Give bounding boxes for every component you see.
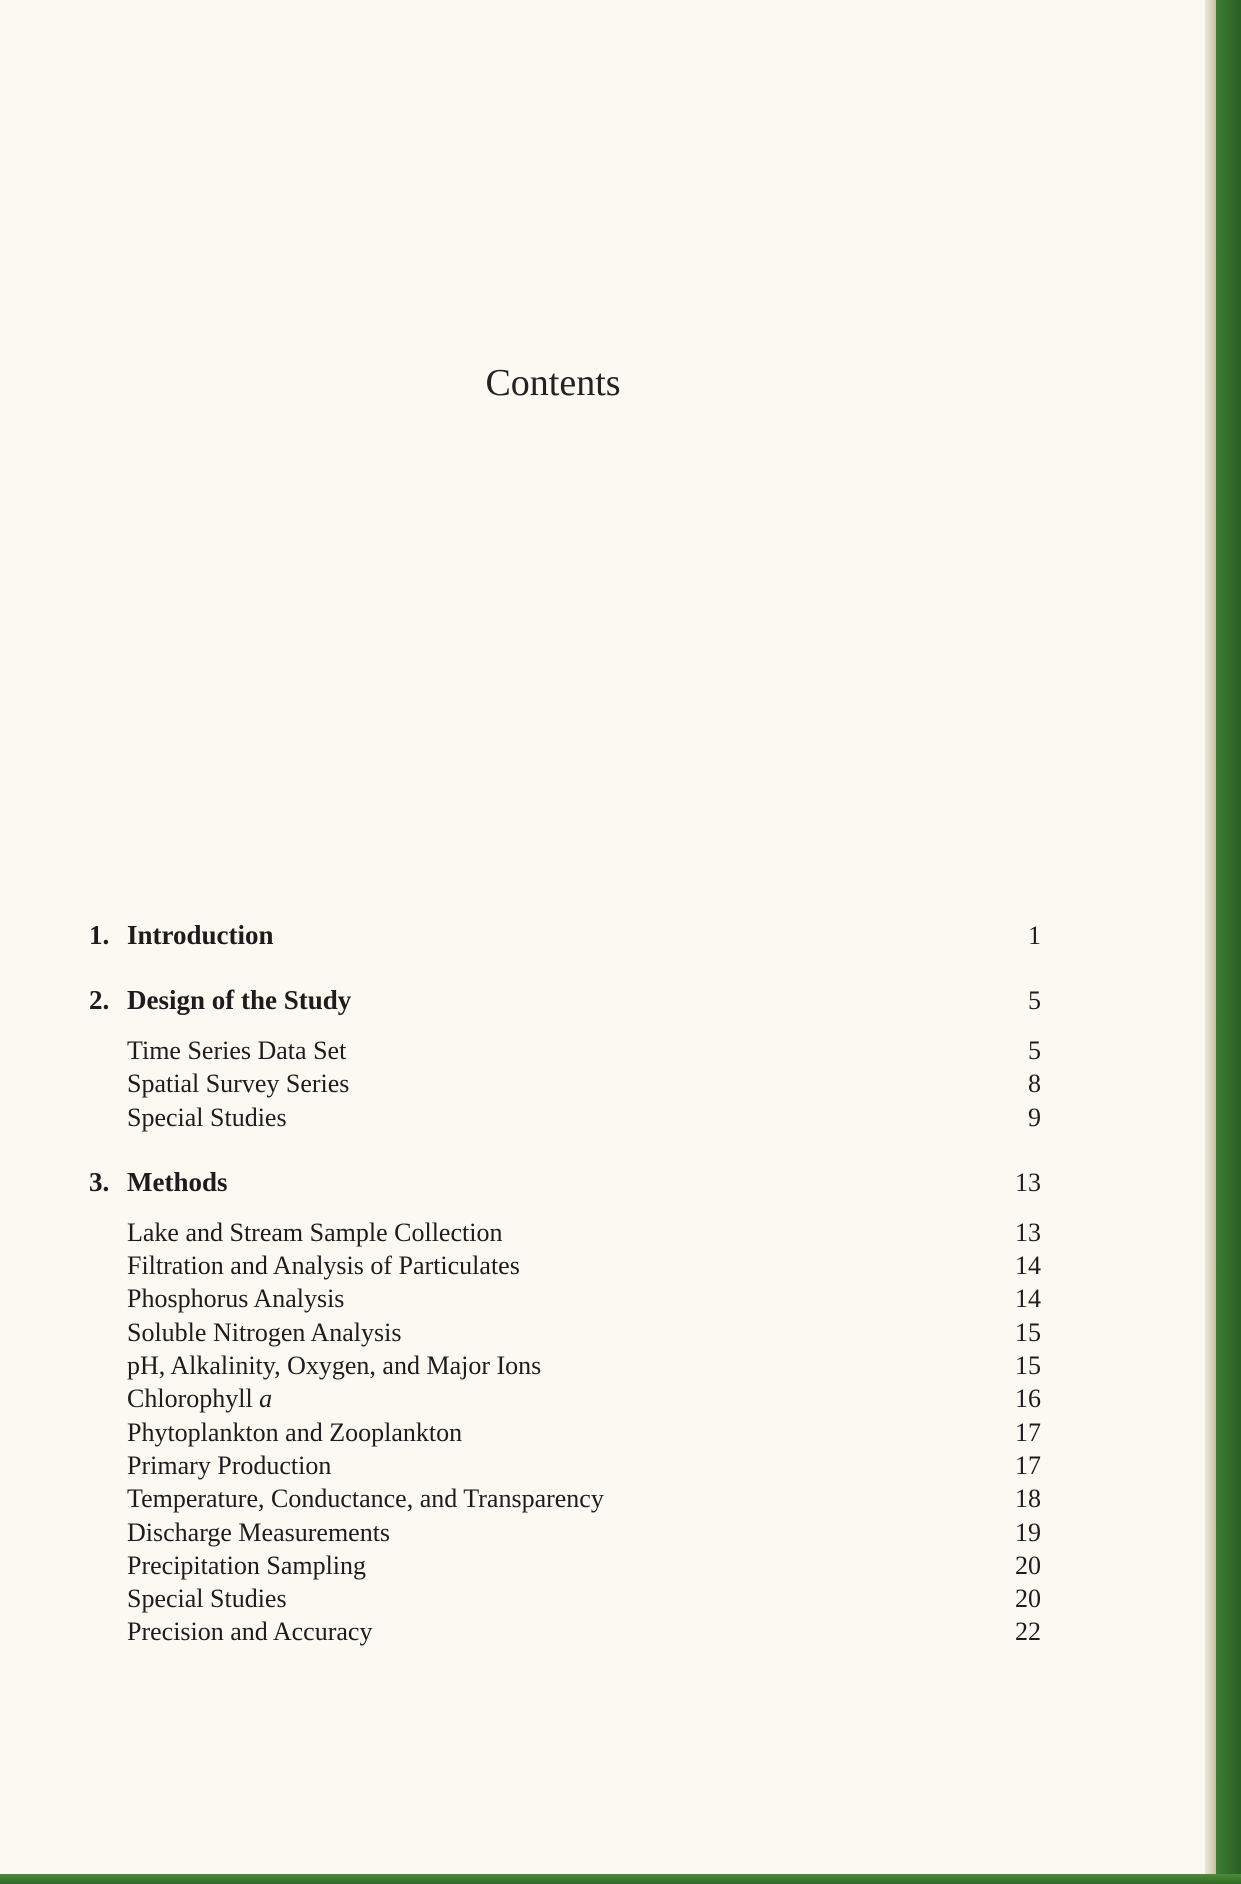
chapter-2-sections — [89, 1017, 1041, 1134]
chapter-heading — [89, 983, 351, 1017]
section-page-number: 18 — [1015, 1484, 1041, 1514]
book-cover-edge — [1216, 0, 1241, 1884]
chapter-3-sections — [89, 1199, 1041, 1649]
toc-section[interactable] — [127, 1282, 1041, 1315]
chapter-heading — [89, 918, 274, 952]
page-edge — [1205, 0, 1216, 1874]
toc-section[interactable] — [127, 1482, 1041, 1515]
section-page-number: 20 — [1015, 1584, 1041, 1614]
toc-chapter-3[interactable] — [89, 1165, 1041, 1199]
section-title: Soluble Nitrogen Analysis — [127, 1317, 402, 1347]
toc-section[interactable] — [127, 1101, 1041, 1134]
chapter-title: Design of the Study — [127, 985, 352, 1015]
toc-chapter-2[interactable] — [89, 983, 1041, 1017]
section-page-number: 22 — [1015, 1617, 1041, 1647]
section-page-number: 15 — [1015, 1351, 1041, 1381]
toc-section[interactable] — [127, 1615, 1041, 1648]
table-of-contents — [89, 918, 1041, 1649]
section-title: Primary Production — [127, 1450, 332, 1480]
section-page-number: 9 — [1028, 1102, 1041, 1132]
toc-section[interactable] — [127, 1249, 1041, 1282]
chapter-title: Methods — [127, 1166, 228, 1197]
chapter-page-number: 1 — [1028, 921, 1041, 950]
section-title-italic: a — [259, 1384, 273, 1414]
section-title: Special Studies — [127, 1584, 287, 1614]
chapter-page-number: 13 — [1015, 1167, 1041, 1197]
section-title: pH, Alkalinity, Oxygen, and Major Ions — [127, 1351, 542, 1381]
section-page-number: 13 — [1015, 1217, 1041, 1247]
toc-section[interactable] — [127, 1349, 1041, 1382]
section-title: Temperature, Conductance, and Transparency — [127, 1484, 604, 1514]
section-page-number: 16 — [1015, 1384, 1041, 1414]
section-page-number: 8 — [1028, 1069, 1041, 1099]
section-title: Phosphorus Analysis — [127, 1284, 345, 1314]
section-title: Filtration and Analysis of Particulates — [127, 1251, 520, 1281]
toc-section[interactable] — [127, 1416, 1041, 1449]
toc-section[interactable] — [127, 1382, 1041, 1415]
chapter-heading — [89, 1165, 228, 1199]
chapter-number: 3. — [89, 1166, 110, 1197]
section-title: Spatial Survey Series — [127, 1069, 350, 1099]
section-title: Lake and Stream Sample Collection — [127, 1217, 503, 1247]
toc-section[interactable] — [127, 1549, 1041, 1582]
section-page-number: 15 — [1015, 1317, 1041, 1347]
section-page-number: 5 — [1028, 1036, 1041, 1065]
toc-section[interactable] — [127, 1516, 1041, 1549]
toc-section[interactable] — [127, 1316, 1041, 1349]
section-title: Discharge Measurements — [127, 1517, 391, 1547]
chapter-page-number: 5 — [1028, 986, 1041, 1015]
section-title: Time Series Data Set — [127, 1036, 347, 1065]
toc-section[interactable] — [127, 1034, 1041, 1067]
chapter-number: 2. — [89, 985, 110, 1015]
section-page-number: 20 — [1015, 1550, 1041, 1580]
toc-section[interactable] — [127, 1216, 1041, 1249]
toc-section[interactable] — [127, 1449, 1041, 1482]
section-page-number: 19 — [1015, 1517, 1041, 1547]
section-title: Precision and Accuracy — [127, 1617, 373, 1647]
section-page-number: 17 — [1015, 1417, 1041, 1447]
chapter-number: 1. — [89, 920, 110, 950]
page-title: Contents — [485, 362, 621, 405]
section-page-number: 17 — [1015, 1450, 1041, 1480]
toc-section[interactable] — [127, 1582, 1041, 1615]
section-page-number: 14 — [1015, 1284, 1041, 1314]
section-title: Chlorophyll — [127, 1384, 253, 1414]
toc-chapter-1[interactable] — [89, 918, 1041, 952]
section-title: Precipitation Sampling — [127, 1550, 367, 1580]
section-title: Phytoplankton and Zooplankton — [127, 1417, 463, 1447]
section-title-wrap — [127, 1382, 272, 1415]
section-title: Special Studies — [127, 1102, 287, 1132]
toc-section[interactable] — [127, 1067, 1041, 1100]
chapter-title: Introduction — [127, 920, 274, 950]
book-cover-bottom — [0, 1874, 1241, 1884]
section-page-number: 14 — [1015, 1251, 1041, 1281]
